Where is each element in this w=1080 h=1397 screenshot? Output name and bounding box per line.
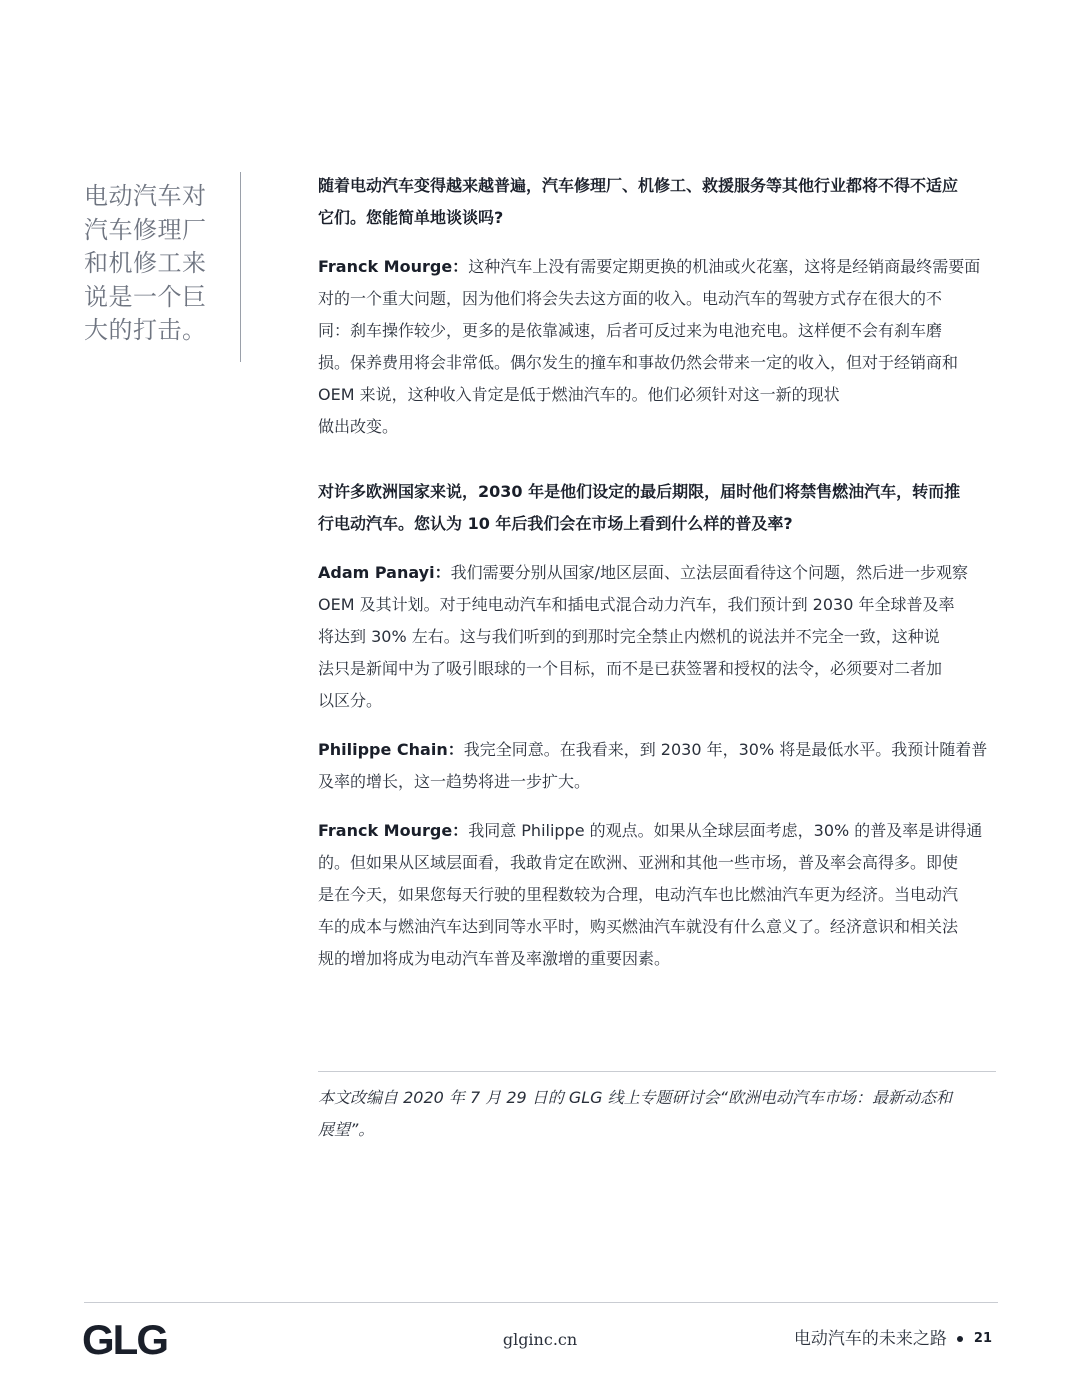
text-line: 是在今天，如果您每天行驶的里程数较为合理，电动汽车也比燃油汽车更为经济。当电动汽 [318, 885, 959, 904]
text-line: 的。但如果从区域层面看，我敢肯定在欧洲、亚洲和其他一些市场，普及率会高得多。即使 [318, 853, 959, 872]
text-line: 对许多欧洲国家来说，2030 年是他们设定的最后期限，届时他们将禁售燃油汽车，转而推 [318, 482, 961, 501]
pull-quote-divider [240, 172, 241, 362]
speaker-name: Adam Panayi： [318, 563, 451, 582]
article-body [318, 170, 993, 992]
text-line: 做出改变。 [318, 417, 399, 436]
site-url[interactable]: glginc.cn [502, 1330, 578, 1349]
footer-title-block [794, 1327, 992, 1351]
text-line: 我完全同意。在我看来，到 2030 年，30% 将是最低水平。我预计随着普 [463, 740, 988, 759]
text-line: 法只是新闻中为了吸引眼球的一个目标，而不是已获签署和授权的法令，必须要对二者加 [318, 659, 943, 678]
text-line: 以区分。 [318, 691, 383, 710]
note-divider [318, 1071, 996, 1072]
bullet-icon [957, 1336, 963, 1342]
text-line: 对的一个重大问题，因为他们将会失去这方面的收入。电动汽车的驾驶方式存在很大的不 [318, 289, 943, 308]
report-title: 电动汽车的未来之路 [793, 1329, 947, 1349]
pull-quote-line: 说是一个巨 [84, 282, 207, 311]
glg-logo: GLG [82, 1316, 167, 1363]
pull-quote-line: 电动汽车对 [84, 182, 207, 210]
text-line: 损。保养费用将会非常低。偶尔发生的撞车和事故仍然会带来一定的收入，但对于经销商和 [318, 353, 959, 372]
pull-quote [84, 180, 232, 348]
text-line: 同：刹车操作较少，更多的是依靠减速，后者可反过来为电池充电。这样便不会有刹车磨 [318, 321, 943, 340]
answer-3 [318, 734, 993, 798]
text-line: 车的成本与燃油汽车达到同等水平时，购买燃油汽车就没有什么意义了。经济意识和相关法 [318, 917, 959, 936]
text-line: 本文改编自 2020 年 7 月 29 日的 GLG 线上专题研讨会“欧洲电动汽车市场：最新动态和 [318, 1088, 952, 1107]
text-line: OEM 及其计划。对于纯电动汽车和插电式混合动力汽车，我们预计到 2030 年全球普及率 [318, 595, 955, 614]
question-2 [318, 476, 993, 540]
pull-quote-line: 大的打击。 [84, 316, 207, 344]
speaker-name: Franck Mourge： [318, 257, 469, 276]
question-1 [318, 170, 993, 234]
text-line: 及率的增长，这一趋势将进一步扩大。 [318, 772, 591, 791]
pull-quote-line: 和机修工来 [84, 249, 207, 277]
footer-divider [84, 1302, 998, 1303]
answer-4 [318, 815, 993, 975]
speaker-name: Philippe Chain： [318, 740, 464, 759]
text-line: 这种汽车上没有需要定期更换的机油或火花塞，这将是经销商最终需要面 [468, 257, 981, 276]
text-line: 行电动汽车。您认为 10 年后我们会在市场上看到什么样的普及率? [318, 514, 793, 533]
page-number: 21 [973, 1331, 992, 1346]
text-line: OEM 来说，这种收入肯定是低于燃油汽车的。他们必须针对这一新的现状 [318, 385, 840, 404]
speaker-name: Franck Mourge： [318, 821, 469, 840]
text-line: 展望”。 [318, 1120, 375, 1139]
text-line: 我同意 Philippe 的观点。如果从全球层面考虑，30% 的普及率是讲得通 [468, 821, 983, 840]
answer-2 [318, 557, 993, 717]
source-note [318, 1082, 996, 1146]
answer-1 [318, 251, 993, 443]
pull-quote-line: 汽车修理厂 [84, 215, 207, 244]
text-line: 我们需要分别从国家/地区层面、立法层面看待这个问题，然后进一步观察 [450, 563, 968, 582]
text-line: 将达到 30% 左右。这与我们听到的到那时完全禁止内燃机的说法并不完全一致，这种说 [318, 627, 940, 646]
text-line: 随着电动汽车变得越来越普遍，汽车修理厂、机修工、救援服务等其他行业都将不得不适应 [318, 176, 959, 195]
text-line: 规的增加将成为电动汽车普及率激增的重要因素。 [318, 949, 671, 968]
text-line: 它们。您能简单地谈谈吗? [318, 208, 504, 227]
